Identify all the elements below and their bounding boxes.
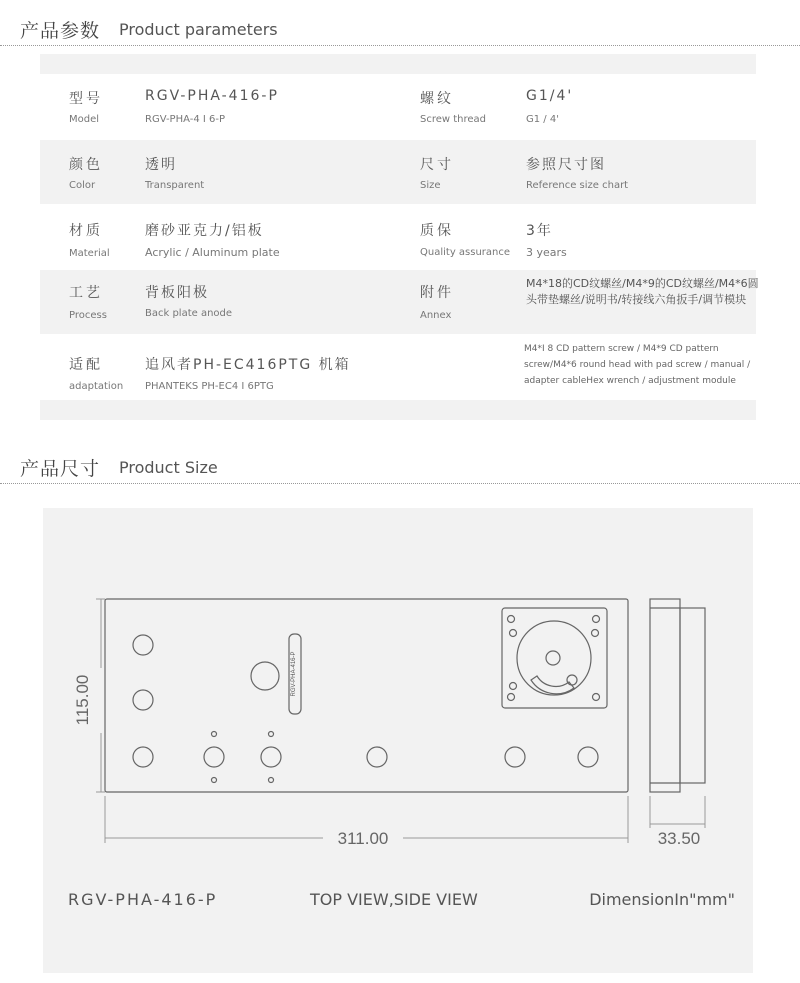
- section-header-size: [0, 454, 800, 484]
- annex-label-zh: 附件: [420, 285, 454, 301]
- block-screw: [510, 683, 517, 690]
- material-value: 磨砂亚克力/铝板: [145, 223, 264, 239]
- table-top-band: [40, 54, 756, 74]
- caption-view: TOP VIEW,SIDE VIEW: [310, 890, 478, 909]
- annex-value: M4*18的CD纹螺丝/M4*9的CD纹螺丝/M4*6圆头带垫螺丝/说明书/转接线六角扳手/调节模块: [526, 277, 759, 306]
- warranty-value-en: 3 years: [526, 246, 567, 259]
- mount-hole: [133, 747, 153, 767]
- small-hole: [269, 732, 274, 737]
- dotted-divider: [0, 483, 800, 484]
- block-screw: [510, 630, 517, 637]
- depth-dimension: 33.50: [657, 829, 701, 848]
- caption-unit: DimensionIn"mm": [589, 890, 735, 909]
- section-title-en: Product Size: [119, 458, 218, 477]
- table-row-process: [40, 270, 759, 334]
- port-hole: [251, 662, 279, 690]
- small-hole: [212, 732, 217, 737]
- height-dimension: 115.00: [73, 674, 92, 726]
- small-hole: [212, 778, 217, 783]
- color-value: 透明: [145, 157, 177, 173]
- process-label-en: Process: [69, 310, 107, 321]
- color-label-zh: 颜色: [69, 157, 103, 173]
- dotted-divider: [0, 45, 800, 46]
- annex-label-en: Annex: [420, 310, 452, 321]
- warranty-label-zh: 质保: [420, 223, 454, 239]
- block-screw: [508, 694, 515, 701]
- color-label-en: Color: [69, 180, 96, 191]
- table-row-color: [40, 140, 756, 204]
- side-view-block: [680, 608, 705, 783]
- section-title-en: Product parameters: [119, 20, 278, 39]
- mount-hole: [505, 747, 525, 767]
- model-label-en: Model: [69, 114, 100, 125]
- process-label-zh: 工艺: [69, 285, 103, 301]
- mount-hole: [204, 747, 224, 767]
- top-view-plate: [105, 599, 628, 792]
- side-view-plate: [650, 599, 680, 792]
- annex-value-en: M4*I 8 CD pattern screw / M4*9 CD pattern screw/M4*6 round head with pad screw / manual / adapter cableHex wrench / adjustment module: [524, 344, 751, 386]
- dimension-drawing: [43, 508, 753, 973]
- size-value: 参照尺寸图: [526, 157, 606, 173]
- section-header-parameters: [0, 16, 800, 46]
- color-value-en: Transparent: [145, 180, 205, 191]
- table-row-adaptation: [40, 334, 756, 400]
- material-label-zh: 材质: [69, 223, 103, 239]
- model-value-en: RGV-PHA-4 I 6-P: [145, 114, 226, 125]
- small-hole: [269, 778, 274, 783]
- block-screw: [593, 694, 600, 701]
- adaptation-label-zh: 适配: [69, 357, 103, 373]
- material-label-en: Material: [69, 248, 110, 259]
- model-label-zh: 型号: [69, 91, 103, 107]
- mount-hole: [133, 690, 153, 710]
- warranty-label-en: Quality assurance: [420, 247, 511, 258]
- block-screw: [592, 630, 599, 637]
- plate-marking: RGV-PHA-416-P: [291, 651, 297, 697]
- size-label-zh: 尺寸: [420, 157, 454, 173]
- adaptation-value-en: PHANTEKS PH-EC4 I 6PTG: [145, 381, 274, 392]
- caption-model: RGV-PHA-416-P: [68, 890, 218, 909]
- pump-center: [546, 651, 560, 665]
- mount-hole: [578, 747, 598, 767]
- mount-hole: [133, 635, 153, 655]
- size-value-en: Reference size chart: [526, 180, 629, 191]
- width-dimension: 311.00: [337, 829, 389, 848]
- table-row-material: [40, 204, 756, 270]
- block-screw: [508, 616, 515, 623]
- adaptation-label-en: adaptation: [69, 381, 124, 392]
- mount-hole: [261, 747, 281, 767]
- parameters-table: [40, 54, 759, 424]
- size-label-en: Size: [420, 180, 441, 191]
- table-bottom-band: [40, 400, 756, 420]
- pump-rotor: [517, 621, 591, 695]
- section-title-zh: 产品参数: [20, 20, 101, 42]
- table-row-model: [40, 74, 756, 134]
- thread-label-zh: 螺纹: [420, 91, 454, 107]
- material-value-en: Acrylic / Aluminum plate: [145, 246, 280, 259]
- warranty-value: 3年: [526, 223, 553, 239]
- adaptation-value: 追风者PH-EC416PTG 机箱: [145, 357, 351, 373]
- thread-value: G1/4': [526, 88, 574, 104]
- block-screw: [593, 616, 600, 623]
- pump-port: [567, 675, 577, 685]
- model-value: RGV-PHA-416-P: [145, 88, 279, 104]
- section-title-zh: 产品尺寸: [20, 458, 101, 480]
- thread-value-en: G1 / 4': [526, 114, 559, 125]
- process-value-en: Back plate anode: [145, 308, 233, 319]
- mount-hole: [367, 747, 387, 767]
- thread-label-en: Screw thread: [420, 114, 487, 125]
- process-value: 背板阳极: [145, 285, 209, 301]
